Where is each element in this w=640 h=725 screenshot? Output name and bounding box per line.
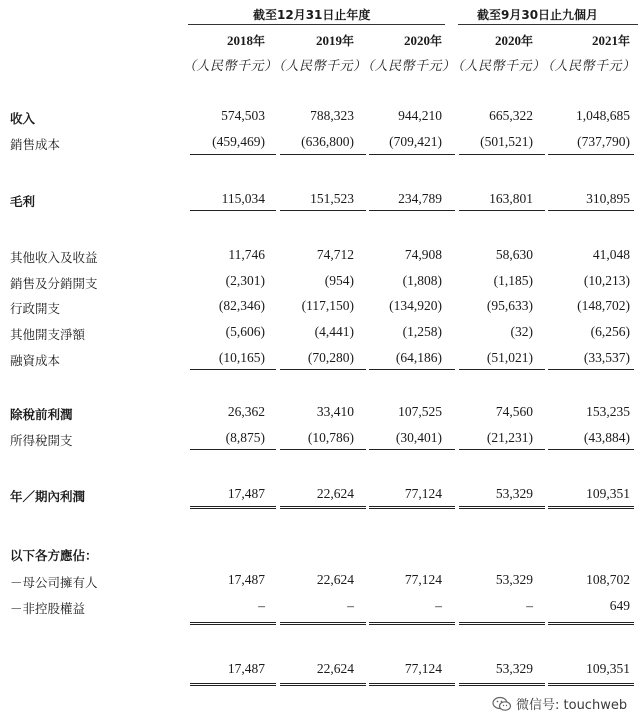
column-unit: （人民幣千元） [451,58,546,73]
cell-value: 944,210 [398,108,442,123]
header-group-year: 截至12月31日止年度 [253,8,371,22]
subtotal-rule [548,210,634,211]
cell-value: (117,150) [301,298,354,313]
wechat-icon [492,696,512,712]
subtotal-rule [548,154,634,155]
subtotal-rule [548,449,634,450]
row-label: 銷售成本 [10,137,61,152]
cell-value: 109,351 [586,661,630,676]
cell-value: (43,884) [583,430,630,445]
watermark [492,694,627,713]
cell-value: (954) [324,273,354,288]
row-label: 行政開支 [10,301,61,316]
column-unit: （人民幣千元） [361,58,456,73]
cell-value: (10,213) [583,273,630,288]
cell-value: 53,329 [495,661,533,676]
total-double-rule [280,506,366,511]
cell-value: 17,487 [227,486,265,501]
row-label: －非控股權益 [10,601,86,616]
cell-value: (709,421) [389,134,442,149]
subtotal-rule [190,210,276,211]
total-double-rule [459,683,545,688]
cell-value: 234,789 [398,191,442,206]
cell-value: 11,746 [228,247,265,262]
cell-value: 77,124 [404,661,442,676]
row-label: 毛利 [10,194,36,209]
subtotal-rule [459,210,545,211]
cell-value: 574,503 [221,108,265,123]
cell-value: (51,021) [486,350,533,365]
column-year-2021-nine-months: 2021年 [591,33,630,48]
cell-value: 77,124 [404,572,442,587]
cell-value: 22,624 [316,661,354,676]
cell-value: (64,186) [395,350,442,365]
total-double-rule [369,622,455,627]
subtotal-rule [190,154,276,155]
subtotal-rule [369,449,455,450]
subtotal-rule [459,154,545,155]
cell-value: 788,323 [310,108,354,123]
cell-value: (134,920) [389,298,442,313]
cell-value: (32) [510,324,533,339]
cell-value: 1,048,685 [576,108,630,123]
cell-value: (21,231) [486,430,533,445]
total-double-rule [190,622,276,627]
cell-value: 153,235 [586,404,630,419]
cell-value: (1,185) [493,273,533,288]
cell-value: (636,800) [301,134,354,149]
total-double-rule [280,622,366,627]
cell-value: – [347,598,354,613]
row-label: 除稅前利潤 [10,407,73,422]
subtotal-rule [280,369,366,370]
cell-value: 649 [609,598,630,613]
cell-value: 310,895 [586,191,630,206]
row-label: －母公司擁有人 [10,575,98,590]
header-group-nine-months: 截至9月30日止九個月 [477,8,599,22]
row-label: 以下各方應佔： [10,548,98,563]
cell-value: 74,712 [316,247,354,262]
column-year-2019: 2019年 [315,33,354,48]
subtotal-rule [459,369,545,370]
row-label: 銷售及分銷開支 [10,276,98,291]
subtotal-rule [190,449,276,450]
cell-value: – [526,598,533,613]
column-year-2018: 2018年 [226,33,265,48]
total-double-rule [548,683,634,688]
header-group-year-rule [188,24,445,25]
total-double-rule [369,506,455,511]
subtotal-rule [369,369,455,370]
column-unit: （人民幣千元） [272,58,367,73]
cell-value: 53,329 [495,486,533,501]
subtotal-rule [280,154,366,155]
cell-value: 74,908 [404,247,442,262]
cell-value: 107,525 [398,404,442,419]
cell-value: (33,537) [583,350,630,365]
cell-value: (10,786) [307,430,354,445]
cell-value: 74,560 [495,404,533,419]
row-label: 所得稅開支 [10,433,73,448]
cell-value: (4,441) [314,324,354,339]
cell-value: (5,606) [225,324,265,339]
cell-value: (70,280) [307,350,354,365]
row-label: 收入 [10,111,36,126]
cell-value: (1,258) [402,324,442,339]
cell-value: – [258,598,265,613]
cell-value: 77,124 [404,486,442,501]
subtotal-rule [369,154,455,155]
column-unit: （人民幣千元） [183,58,278,73]
cell-value: (459,469) [212,134,265,149]
total-double-rule [280,683,366,688]
cell-value: 17,487 [227,572,265,587]
cell-value: (8,875) [225,430,265,445]
cell-value: (95,633) [486,298,533,313]
cell-value: (501,521) [480,134,533,149]
cell-value: (2,301) [225,273,265,288]
cell-value: 665,322 [489,108,533,123]
subtotal-rule [548,369,634,370]
subtotal-rule [459,449,545,450]
row-label: 年／期內利潤 [10,489,86,504]
cell-value: (82,346) [218,298,265,313]
total-double-rule [548,622,634,627]
subtotal-rule [369,210,455,211]
subtotal-rule [280,210,366,211]
column-year-2020: 2020年 [403,33,442,48]
subtotal-rule [280,449,366,450]
cell-value: 58,630 [495,247,533,262]
total-double-rule [190,506,276,511]
cell-value: 163,801 [489,191,533,206]
cell-value: 33,410 [316,404,354,419]
total-double-rule [548,506,634,511]
cell-value: (30,401) [395,430,442,445]
cell-value: 22,624 [316,572,354,587]
row-label: 融資成本 [10,353,61,368]
cell-value: 53,329 [495,572,533,587]
cell-value: (1,808) [402,273,442,288]
total-double-rule [190,683,276,688]
header-group-nine-months-rule [458,24,638,25]
cell-value: 41,048 [592,247,630,262]
cell-value: 108,702 [586,572,630,587]
watermark-text: 微信号: touchweb [516,698,628,713]
cell-value: (10,165) [218,350,265,365]
subtotal-rule [190,369,276,370]
row-label: 其他開支淨額 [10,327,86,342]
total-double-rule [459,622,545,627]
column-year-2020-nine-months: 2020年 [494,33,533,48]
cell-value: 151,523 [310,191,354,206]
cell-value: 109,351 [586,486,630,501]
cell-value: (6,256) [590,324,630,339]
total-double-rule [369,683,455,688]
cell-value: 22,624 [316,486,354,501]
row-label: 其他收入及收益 [10,250,98,265]
cell-value: – [435,598,442,613]
cell-value: 115,034 [221,191,265,206]
cell-value: (148,702) [577,298,630,313]
cell-value: 26,362 [227,404,265,419]
cell-value: 17,487 [227,661,265,676]
total-double-rule [459,506,545,511]
cell-value: (737,790) [577,134,630,149]
column-unit: （人民幣千元） [541,58,636,73]
